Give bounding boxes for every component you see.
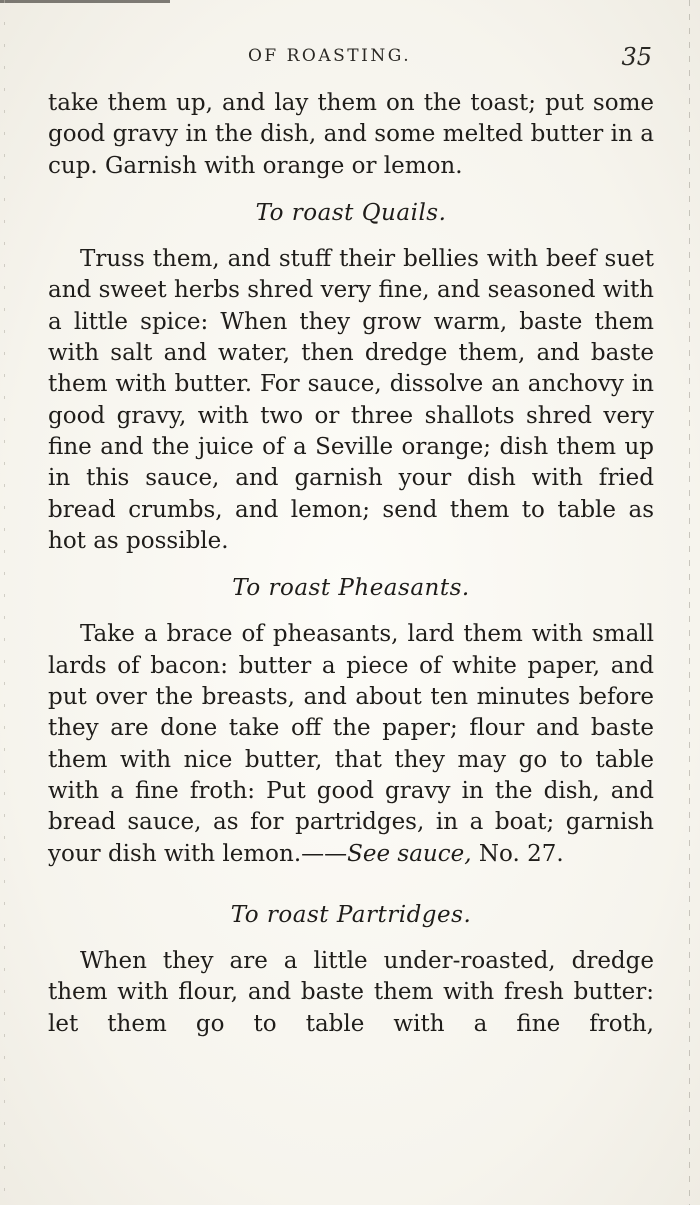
heading-partridges: To roast Partridges. (230, 901, 472, 928)
paragraph-partridges: When they are a little under-roasted, dredge them with flour, and baste them with fresh butter: let them go to table with a fine froth, (48, 948, 654, 1037)
paragraph-pheasants (48, 619, 654, 869)
heading-quails: To roast Quails. (255, 199, 447, 226)
page-edge-right (689, 0, 690, 1205)
running-head-title: OF ROASTING. (248, 46, 412, 66)
see-sauce-reference: See sauce, (347, 840, 472, 867)
paragraph-quails: Truss them, and stuff their bellies with beef suet and sweet herbs shred very fine, and seasoned with a little spice: When they grow warm, baste them with salt and water, then dredge them, and baste them with butter. For sauce, dissolve an anchovy in good gravy, with two or three shallots shred very fine and the juice of a Seville orange; dish them up in this sauce, and garnish your dish with fried bread crumbs, and lemon; send them to table as hot as possible. (48, 246, 654, 554)
heading-pheasants: To roast Pheasants. (232, 575, 470, 602)
page-edge-left (4, 0, 5, 1205)
running-head (0, 43, 700, 76)
pheasants-text: Take a brace of pheasants, lard them with small lards of bacon: butter a piece of white paper, and put over the breasts, and about ten minutes before they are done take off the paper; flour and baste them with nice butter, that they may go to table with a fine froth: Put good gravy in the dish, and bread sauce, as for partridges, in a boat; garnish your dish with lemon.—— (48, 621, 654, 867)
page-number: 35 (621, 43, 652, 71)
paragraph-intro: take them up, and lay them on the toast; put some good gravy in the dish, and some melted butter in a cup. Garnish with orange or lemon. (48, 90, 654, 179)
page-edge-top (0, 0, 170, 13)
sauce-number: No. 27. (478, 840, 564, 867)
body-text (48, 88, 654, 1040)
